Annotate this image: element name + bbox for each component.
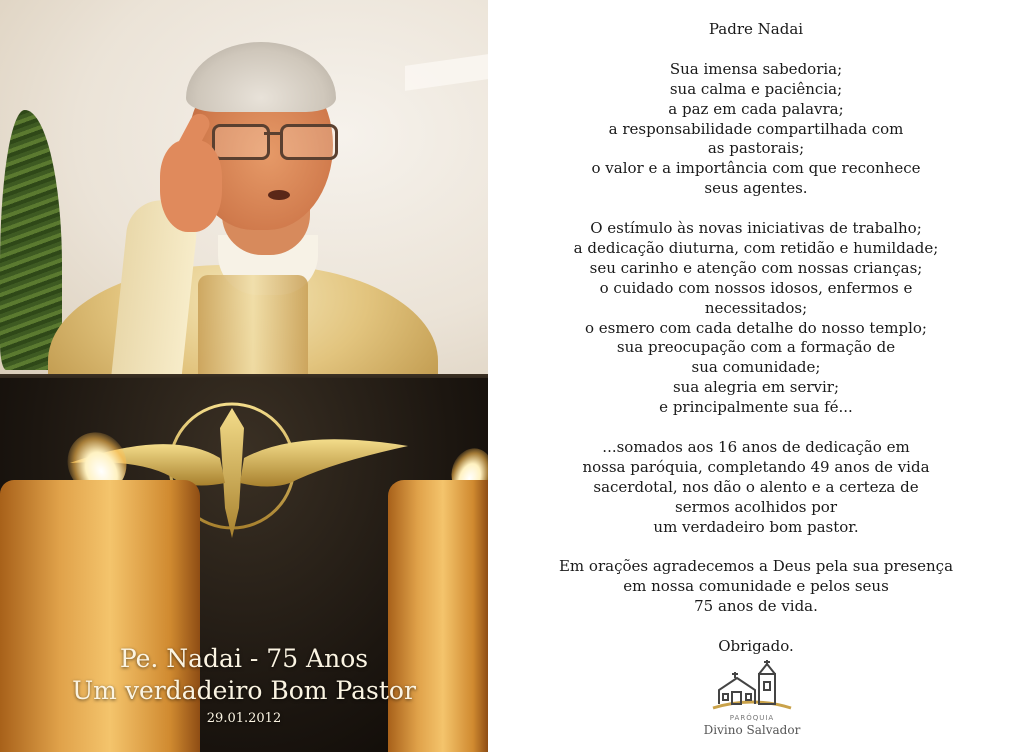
poem-line: ...somados aos 16 anos de dedicação em <box>602 437 910 456</box>
poem-line: um verdadeiro bom pastor. <box>653 517 859 536</box>
poem-line: sacerdotal, nos dão o alento e a certeza de <box>593 477 919 496</box>
logo-small-text: PARÓQUIA <box>729 714 775 722</box>
church-icon <box>709 658 795 714</box>
poem-line: a responsabilidade compartilhada com <box>608 119 904 138</box>
poem-line: o valor e a importância com que reconhece <box>591 159 921 178</box>
poem-line: seu carinho e atenção com nossas crianças; <box>589 258 923 277</box>
logo-parish-name: Divino Salvador <box>703 723 801 737</box>
poem-line: em nossa comunidade e pelos seus <box>623 577 889 596</box>
poem-line: Em orações agradecemos a Deus pela sua presença <box>558 557 954 576</box>
poem-line: a dedicação diuturna, com retidão e humildade; <box>573 238 939 257</box>
poem-line: 75 anos de vida. <box>694 597 818 616</box>
poem-line: Obrigado. <box>718 636 794 655</box>
poem-line: e principalmente sua fé... <box>659 398 853 417</box>
glasses-right-lens <box>280 124 338 160</box>
caption-date: 29.01.2012 <box>206 711 282 726</box>
poem-line: Sua imensa sabedoria; <box>669 59 843 78</box>
poem-title: Padre Nadai <box>708 20 804 38</box>
poem-line: o cuidado com nossos idosos, enfermos e <box>599 278 913 297</box>
poem-line: seus agentes. <box>704 179 808 198</box>
poem-line: sua calma e paciência; <box>669 79 843 98</box>
priest-photo <box>0 0 488 752</box>
parish-logo <box>700 658 804 748</box>
poem-line: sua alegria em servir; <box>672 378 840 397</box>
caption-title: Pe. Nadai - 75 Anos <box>119 644 369 673</box>
glasses-left-lens <box>212 124 270 160</box>
tribute-text-panel <box>488 0 1024 752</box>
glasses-bridge <box>264 132 282 135</box>
poem-line: sua comunidade; <box>691 358 821 377</box>
poem-line: o esmero com cada detalhe do nosso templo; <box>585 318 927 337</box>
caption-subtitle: Um verdadeiro Bom Pastor <box>72 676 416 705</box>
priest-mouth <box>268 190 290 200</box>
poem-line: sermos acolhidos por <box>675 497 837 516</box>
poem-line: sua preocupação com a formação de <box>616 338 896 357</box>
poem-line: nossa paróquia, completando 49 anos de vida <box>582 457 930 476</box>
poem-line: necessitados; <box>704 298 808 317</box>
poem-line: a paz em cada palavra; <box>668 99 844 118</box>
poem-line: as pastorais; <box>707 139 805 158</box>
poem-line: O estímulo às novas iniciativas de trabalho; <box>590 219 922 237</box>
